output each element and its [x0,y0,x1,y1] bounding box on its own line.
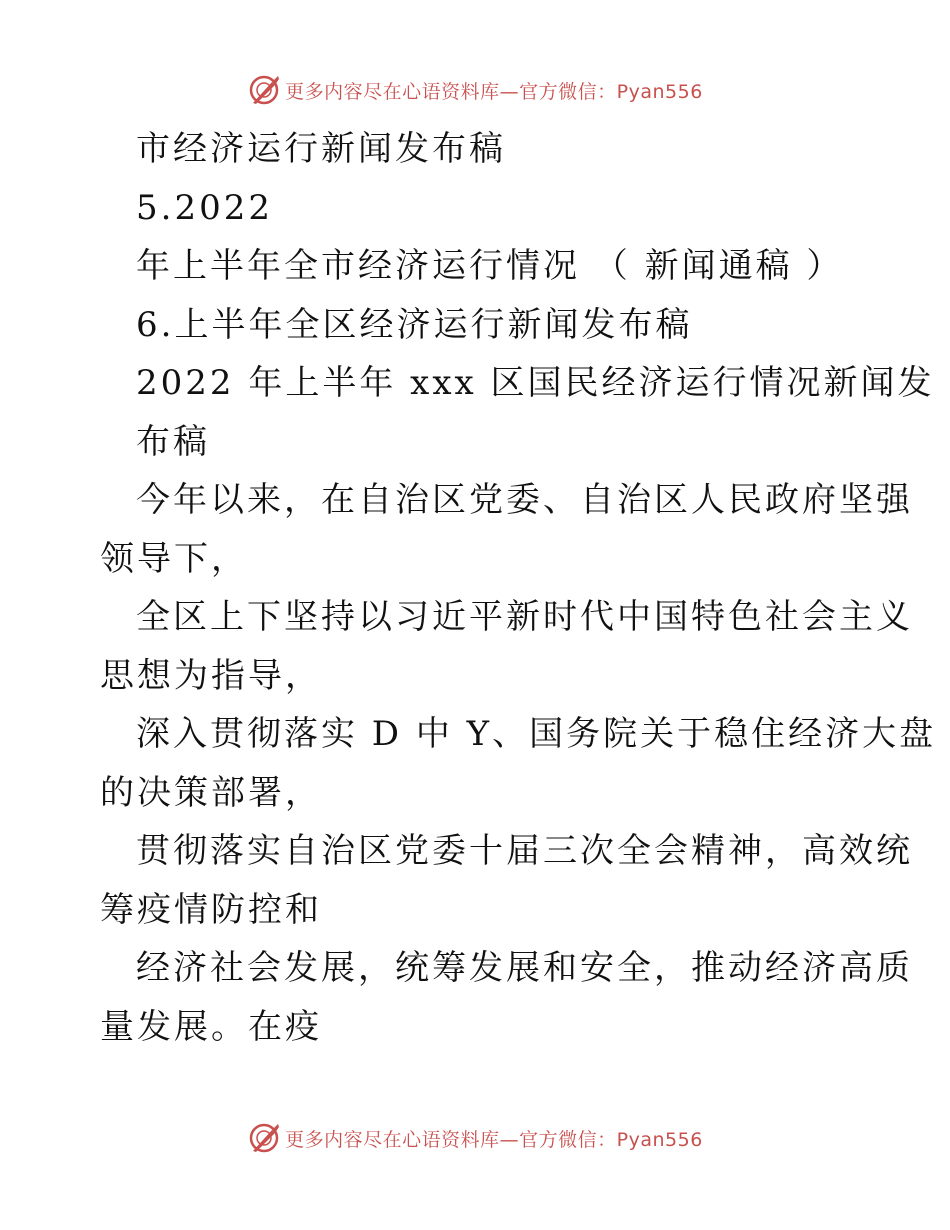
body-line-3: 年上半年全市经济运行情况 （ 新闻通稿 ） [136,246,844,286]
body-line-7: 今年以来，在自治区党委、自治区人民政府坚强 [136,480,913,520]
body-line-8: 领导下， [100,538,248,579]
header-banner-text: 更多内容尽在心语资料库—官方微信：Pyan556 [285,80,703,103]
body-line-4: 6.上半年全区经济运行新闻发布稿 [136,304,693,345]
body-line-5: 2022 年上半年 xxx 区国民经济运行情况新闻发 [136,363,935,403]
header-banner [0,70,950,110]
body-line-14: 筹疫情防控和 [100,889,322,930]
body-line-11: 深入贯彻落实 D 中 Y、国务院关于稳住经济大盘 [136,714,937,754]
body-line-12: 的决策部署， [100,772,322,813]
body-line-15: 经济社会发展，统筹发展和安全，推动经济高质 [136,948,913,988]
body-line-2: 5.2022 [136,187,273,228]
quill-seal-icon [247,1121,281,1155]
body-line-9: 全区上下坚持以习近平新时代中国特色社会主义 [136,597,913,637]
body-line-6: 布稿 [136,421,210,462]
quill-seal-icon [247,73,281,107]
body-line-16: 量发展。在疫 [100,1006,322,1047]
body-line-10: 思想为指导， [100,655,322,696]
body-line-1: 市经济运行新闻发布稿 [136,129,506,169]
footer-banner-text: 更多内容尽在心语资料库—官方微信：Pyan556 [285,1128,703,1151]
body-line-13: 贯彻落实自治区党委十届三次全会精神，高效统 [136,831,913,871]
document-body [100,120,937,1056]
footer-banner [0,1118,950,1158]
